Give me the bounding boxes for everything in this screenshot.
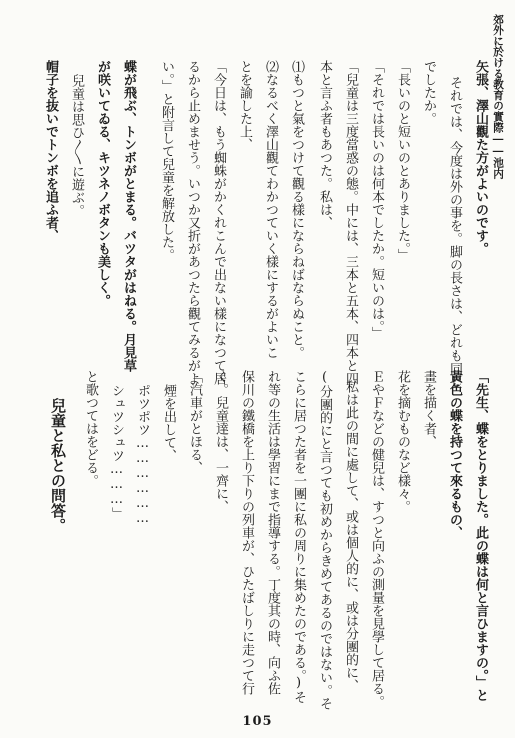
text-column: 本と言ふ者もあつた。私は、	[317, 60, 332, 229]
text-column: 「兒童は三度當惑の態。中には、三本と五本、四本と四	[343, 60, 358, 385]
text-column: 煙を出して、	[161, 384, 176, 462]
text-column: 「今日は、もう蜘蛛がかくれこんで出ない樣になつて居	[211, 60, 226, 385]
text-column: 兒童は思ひ〳〵に遊ぶ。	[69, 74, 84, 217]
text-column: 「長いのと短いのとありました。」	[395, 60, 410, 262]
text-column: でしたか。	[421, 60, 436, 125]
text-column: い。」と附言して兒童を解放した。	[159, 60, 174, 262]
text-column: く。兒童達は、一齊に、	[213, 370, 228, 513]
text-column: (分團的にと言つても初めからきめてあるのではない。そ	[317, 370, 332, 710]
text-column: こらに居つた者を一團に私の周りに集めたのである。)そ	[291, 370, 306, 704]
text-column: と歌つてはをどる。	[83, 370, 98, 487]
text-column: 矢張、澤山觀た方がよいのです。	[473, 60, 488, 255]
text-column: とを諭した上、	[237, 60, 252, 151]
text-column: 保川の鐵橋を上り下りの列車が、ひたばしりに走つて行	[239, 370, 254, 695]
running-header: 郊外に於ける教育の實際――池内	[492, 14, 504, 179]
text-column: ⑴もつと氣をつけて觀る樣にならねばならぬこと。	[289, 60, 304, 359]
text-column: ポツポツ………………	[135, 384, 150, 526]
text-column: るから止めませう。いつか又折があつたら觀てみるがよ	[185, 60, 200, 385]
text-column: が咲いてゐる、キツネノボタンも美しく。	[95, 60, 110, 307]
text-column: 帽子を抜いでトンボを追ふ者、	[43, 60, 58, 242]
text-column: 「先生、蝶をとりました。此の蝶は何と言ひますの。」と	[473, 370, 488, 702]
text-column: ＥやＦなどの健兒は、すつと向ふの測量を見學して居る。	[369, 370, 384, 708]
text-column: 畫を描く者、	[421, 370, 436, 448]
page-number: 105	[242, 714, 273, 729]
text-column: 私は此の間に處して、或は個人的に、或は分團的に、	[343, 380, 358, 692]
section-heading: 兒童と私との問答。	[49, 398, 67, 533]
text-column: シュツシュツ………」	[109, 384, 124, 520]
text-column: ⑵なるべく澤山觀てわかつていく樣にするがよいこ	[263, 60, 278, 359]
text-column: 花を摘むものなど樣々。	[395, 370, 410, 513]
text-column: 「汽車がとほる、	[187, 370, 202, 474]
text-column: 黃色の蝶を持つて來るもの、	[447, 370, 462, 539]
text-column: それでは、今度は外の事を。脚の長さは、どれも同じ	[447, 76, 462, 388]
text-column: 蝶が飛ぶ、トンボがとまる。バツタがはねる。月見草	[121, 60, 136, 372]
text-column: 「それでは長いのは何本でしたか。短いのは。」	[369, 60, 384, 340]
text-column: れ等の生活は學習にまで指導する。丁度其の時、向ふ佐	[265, 370, 280, 695]
